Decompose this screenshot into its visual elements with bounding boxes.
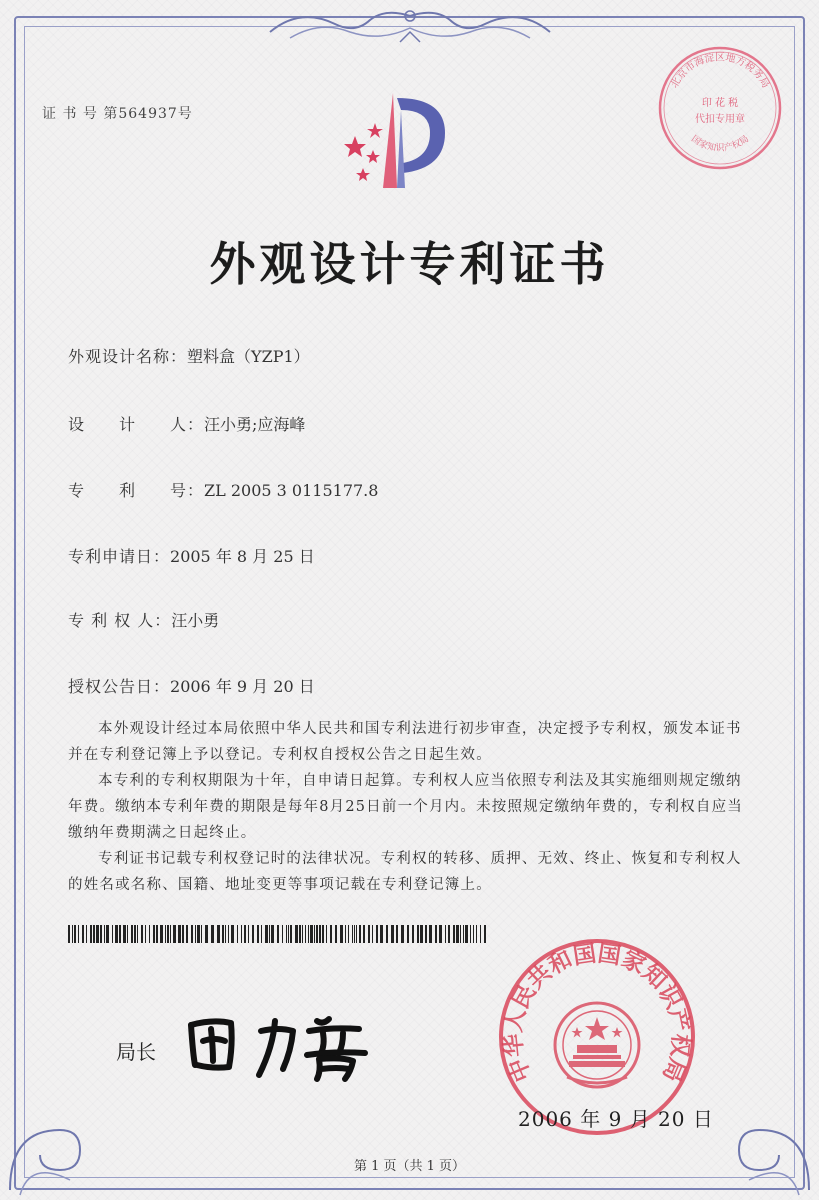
barcode-bar: [90, 925, 92, 943]
field-patent-no: [68, 478, 378, 501]
field-patentee: [68, 608, 219, 631]
barcode-bar: [137, 925, 138, 943]
barcode-bar: [286, 925, 287, 943]
barcode-bar: [376, 925, 378, 943]
field-designer-value: 汪小勇;应海峰: [204, 415, 306, 434]
barcode-bar: [160, 925, 163, 943]
body-paragraph: 专利证书记载专利权登记时的法律状况。专利权的转移、质押、无效、终止、恢复和专利权人的姓名或名称、国籍、地址变更等事项记载在专利登记簿上。: [68, 851, 742, 893]
barcode-bar: [356, 925, 357, 943]
tax-stamp-seal: [656, 44, 784, 172]
barcode-bar: [335, 925, 337, 943]
body-paragraph: 本外观设计经过本局依照中华人民共和国专利法进行初步审查，决定授予专利权，颁发本证书并在专利登记簿上予以登记。专利权自授权公告之日起生效。: [68, 721, 742, 763]
field-designer-label: 设 计 人：: [68, 415, 205, 434]
barcode-bar: [252, 925, 254, 943]
barcode-bar: [401, 925, 404, 943]
certificate-title: 外观设计专利证书: [209, 237, 610, 291]
barcode-bar: [119, 925, 121, 943]
barcode-bar: [330, 925, 332, 943]
barcode-bar: [295, 925, 298, 943]
barcode-bar: [205, 925, 208, 943]
barcode-bar: [473, 925, 474, 943]
svg-text:国家知识产权局: [689, 133, 751, 153]
barcode-bar: [288, 925, 289, 943]
barcode-bar: [257, 925, 259, 943]
barcode-bar: [271, 925, 274, 943]
field-grant-date: [68, 674, 315, 697]
barcode-bar: [217, 925, 220, 943]
barcode-bar: [197, 925, 200, 943]
body-paragraph: 本专利的专利权期限为十年，自申请日起算。专利权人应当依照专利法及其实施细则规定缴纳年费。缴纳本专利年费的期限是每年8月25日前一个月内。未按照规定缴纳年费的，专利权自应当缴纳年费期满之日起终止。: [68, 773, 743, 841]
barcode-bar: [225, 925, 226, 943]
barcode-bar: [290, 925, 292, 943]
issue-date: 2006 年 9 月 20 日: [518, 1107, 714, 1131]
barcode-bar: [417, 925, 419, 943]
barcode-bar: [167, 925, 169, 943]
barcode-bar: [282, 925, 283, 943]
barcode-bar: [228, 925, 229, 943]
barcode-bar: [269, 925, 270, 943]
official-seal-text: 中华人民共和国国家知识产权局: [499, 939, 695, 1086]
barcode-bar: [165, 925, 166, 943]
barcode-bar: [348, 925, 349, 943]
barcode-bar: [93, 925, 95, 943]
barcode-bar: [363, 925, 365, 943]
barcode-bar: [386, 925, 388, 943]
barcode-bar: [131, 925, 133, 943]
barcode-bar: [231, 925, 234, 943]
barcode-bar: [115, 925, 118, 943]
field-filing-date-value: 2005 年 8 月 25 日: [170, 547, 315, 566]
barcode-bar: [463, 925, 464, 943]
barcode-bar: [322, 925, 324, 943]
director-signature: [183, 995, 383, 1085]
barcode-bar: [420, 925, 423, 943]
barcode-bar: [340, 925, 343, 943]
barcode-bar: [380, 925, 383, 943]
barcode-bar: [100, 925, 102, 943]
barcode-bar: [308, 925, 309, 943]
barcode-bar: [476, 925, 477, 943]
barcode-bar: [82, 925, 84, 943]
barcode-bar: [104, 925, 105, 943]
barcode-bar: [326, 925, 327, 943]
barcode-bar: [86, 925, 87, 943]
barcode-bar: [248, 925, 249, 943]
bottom-left-ornament: [0, 1070, 90, 1200]
barcode-bar: [96, 925, 99, 943]
barcode-bar: [448, 925, 450, 943]
barcode-bar: [134, 925, 136, 943]
barcode-bar: [277, 925, 279, 943]
tax-seal-ring-text: 北京市海淀区地方税务局: [669, 52, 771, 91]
barcode-bar: [106, 925, 109, 943]
director-label: 局长: [116, 1040, 156, 1064]
barcode-bar: [407, 925, 409, 943]
barcode-bar: [445, 925, 446, 943]
barcode-bar: [201, 925, 202, 943]
barcode-bar: [439, 925, 442, 943]
barcode-bar: [127, 925, 128, 943]
barcode-bar: [186, 925, 188, 943]
barcode-bar: [178, 925, 181, 943]
tax-seal-center-line1: 印 花 税: [701, 98, 739, 109]
barcode-bar: [170, 925, 171, 943]
field-design-name: [68, 344, 310, 367]
barcode-bar: [241, 925, 242, 943]
field-grant-date-label: 授权公告日：: [68, 677, 171, 696]
barcode-bar: [368, 925, 370, 943]
barcode-bar: [429, 925, 432, 943]
barcode-bar: [460, 925, 461, 943]
field-patent-no-value: ZL 2005 3 0115177.8: [204, 481, 379, 500]
barcode-bar: [72, 925, 73, 943]
barcode-bar: [470, 925, 471, 943]
field-patent-no-label: 专 利 号：: [68, 481, 205, 500]
barcode-bar: [156, 925, 158, 943]
barcode-bar: [412, 925, 414, 943]
barcode-bar: [435, 925, 437, 943]
barcode-bar: [78, 925, 79, 943]
barcode-bar: [195, 925, 196, 943]
svg-text:北京市海淀区地方税务局: [668, 51, 772, 90]
barcode-bar: [265, 925, 268, 943]
barcode-bar: [302, 925, 303, 943]
barcode-bar: [182, 925, 184, 943]
barcode-bar: [244, 925, 246, 943]
barcode-bar: [237, 925, 238, 943]
barcode-bar: [305, 925, 306, 943]
field-filing-date-label: 专利申请日：: [68, 547, 171, 566]
tax-seal-center-line2: 代扣专用章: [695, 114, 745, 125]
barcode-bar: [123, 925, 126, 943]
barcode-bar: [299, 925, 301, 943]
barcode-bar: [396, 925, 398, 943]
field-design-name-label: 外观设计名称：: [68, 347, 188, 366]
field-grant-date-value: 2006 年 9 月 20 日: [170, 677, 315, 696]
certificate-body: [68, 716, 748, 898]
barcode-bar: [316, 925, 318, 943]
barcode-bar: [310, 925, 313, 943]
bottom-right-ornament: [729, 1070, 819, 1200]
page-indicator: 第 1 页（共 1 页）: [353, 1159, 466, 1174]
top-ornament: [260, 2, 560, 52]
barcode-bar: [372, 925, 373, 943]
barcode-bar: [191, 925, 193, 943]
barcode-bar: [68, 925, 70, 943]
barcode-bar: [211, 925, 214, 943]
barcode-bar: [314, 925, 315, 943]
field-design-name-value: 塑料盒（YZP1）: [187, 347, 310, 366]
barcode-bar: [354, 925, 355, 943]
barcode-bar: [261, 925, 262, 943]
field-designer: [68, 412, 305, 435]
barcode-bar: [465, 925, 468, 943]
patent-office-logo-icon: [335, 88, 475, 198]
barcode-bar: [112, 925, 113, 943]
field-patentee-value: 汪小勇: [171, 611, 220, 630]
barcode-bar: [149, 925, 150, 943]
barcode-bar: [359, 925, 361, 943]
barcode-bar: [391, 925, 394, 943]
barcode-bar: [480, 925, 481, 943]
barcode-bar: [153, 925, 155, 943]
field-filing-date: [68, 544, 315, 567]
certificate-number: 证 书 号 第564937号: [42, 106, 193, 122]
barcode-bar: [425, 925, 427, 943]
tax-seal-bottom-text: 国家知识产权局: [689, 134, 751, 154]
barcode-bar: [141, 925, 143, 943]
barcode-bar: [74, 925, 76, 943]
barcode-bar: [319, 925, 321, 943]
barcode-bar: [173, 925, 176, 943]
barcode-bar: [484, 925, 486, 943]
barcode-bar: [453, 925, 455, 943]
barcode-bar: [222, 925, 224, 943]
field-patentee-label: 专 利 权 人：: [68, 611, 172, 630]
barcode-bar: [145, 925, 146, 943]
barcode-bar: [456, 925, 459, 943]
barcode-bar: [352, 925, 353, 943]
barcode: [68, 925, 488, 943]
barcode-bar: [345, 925, 346, 943]
